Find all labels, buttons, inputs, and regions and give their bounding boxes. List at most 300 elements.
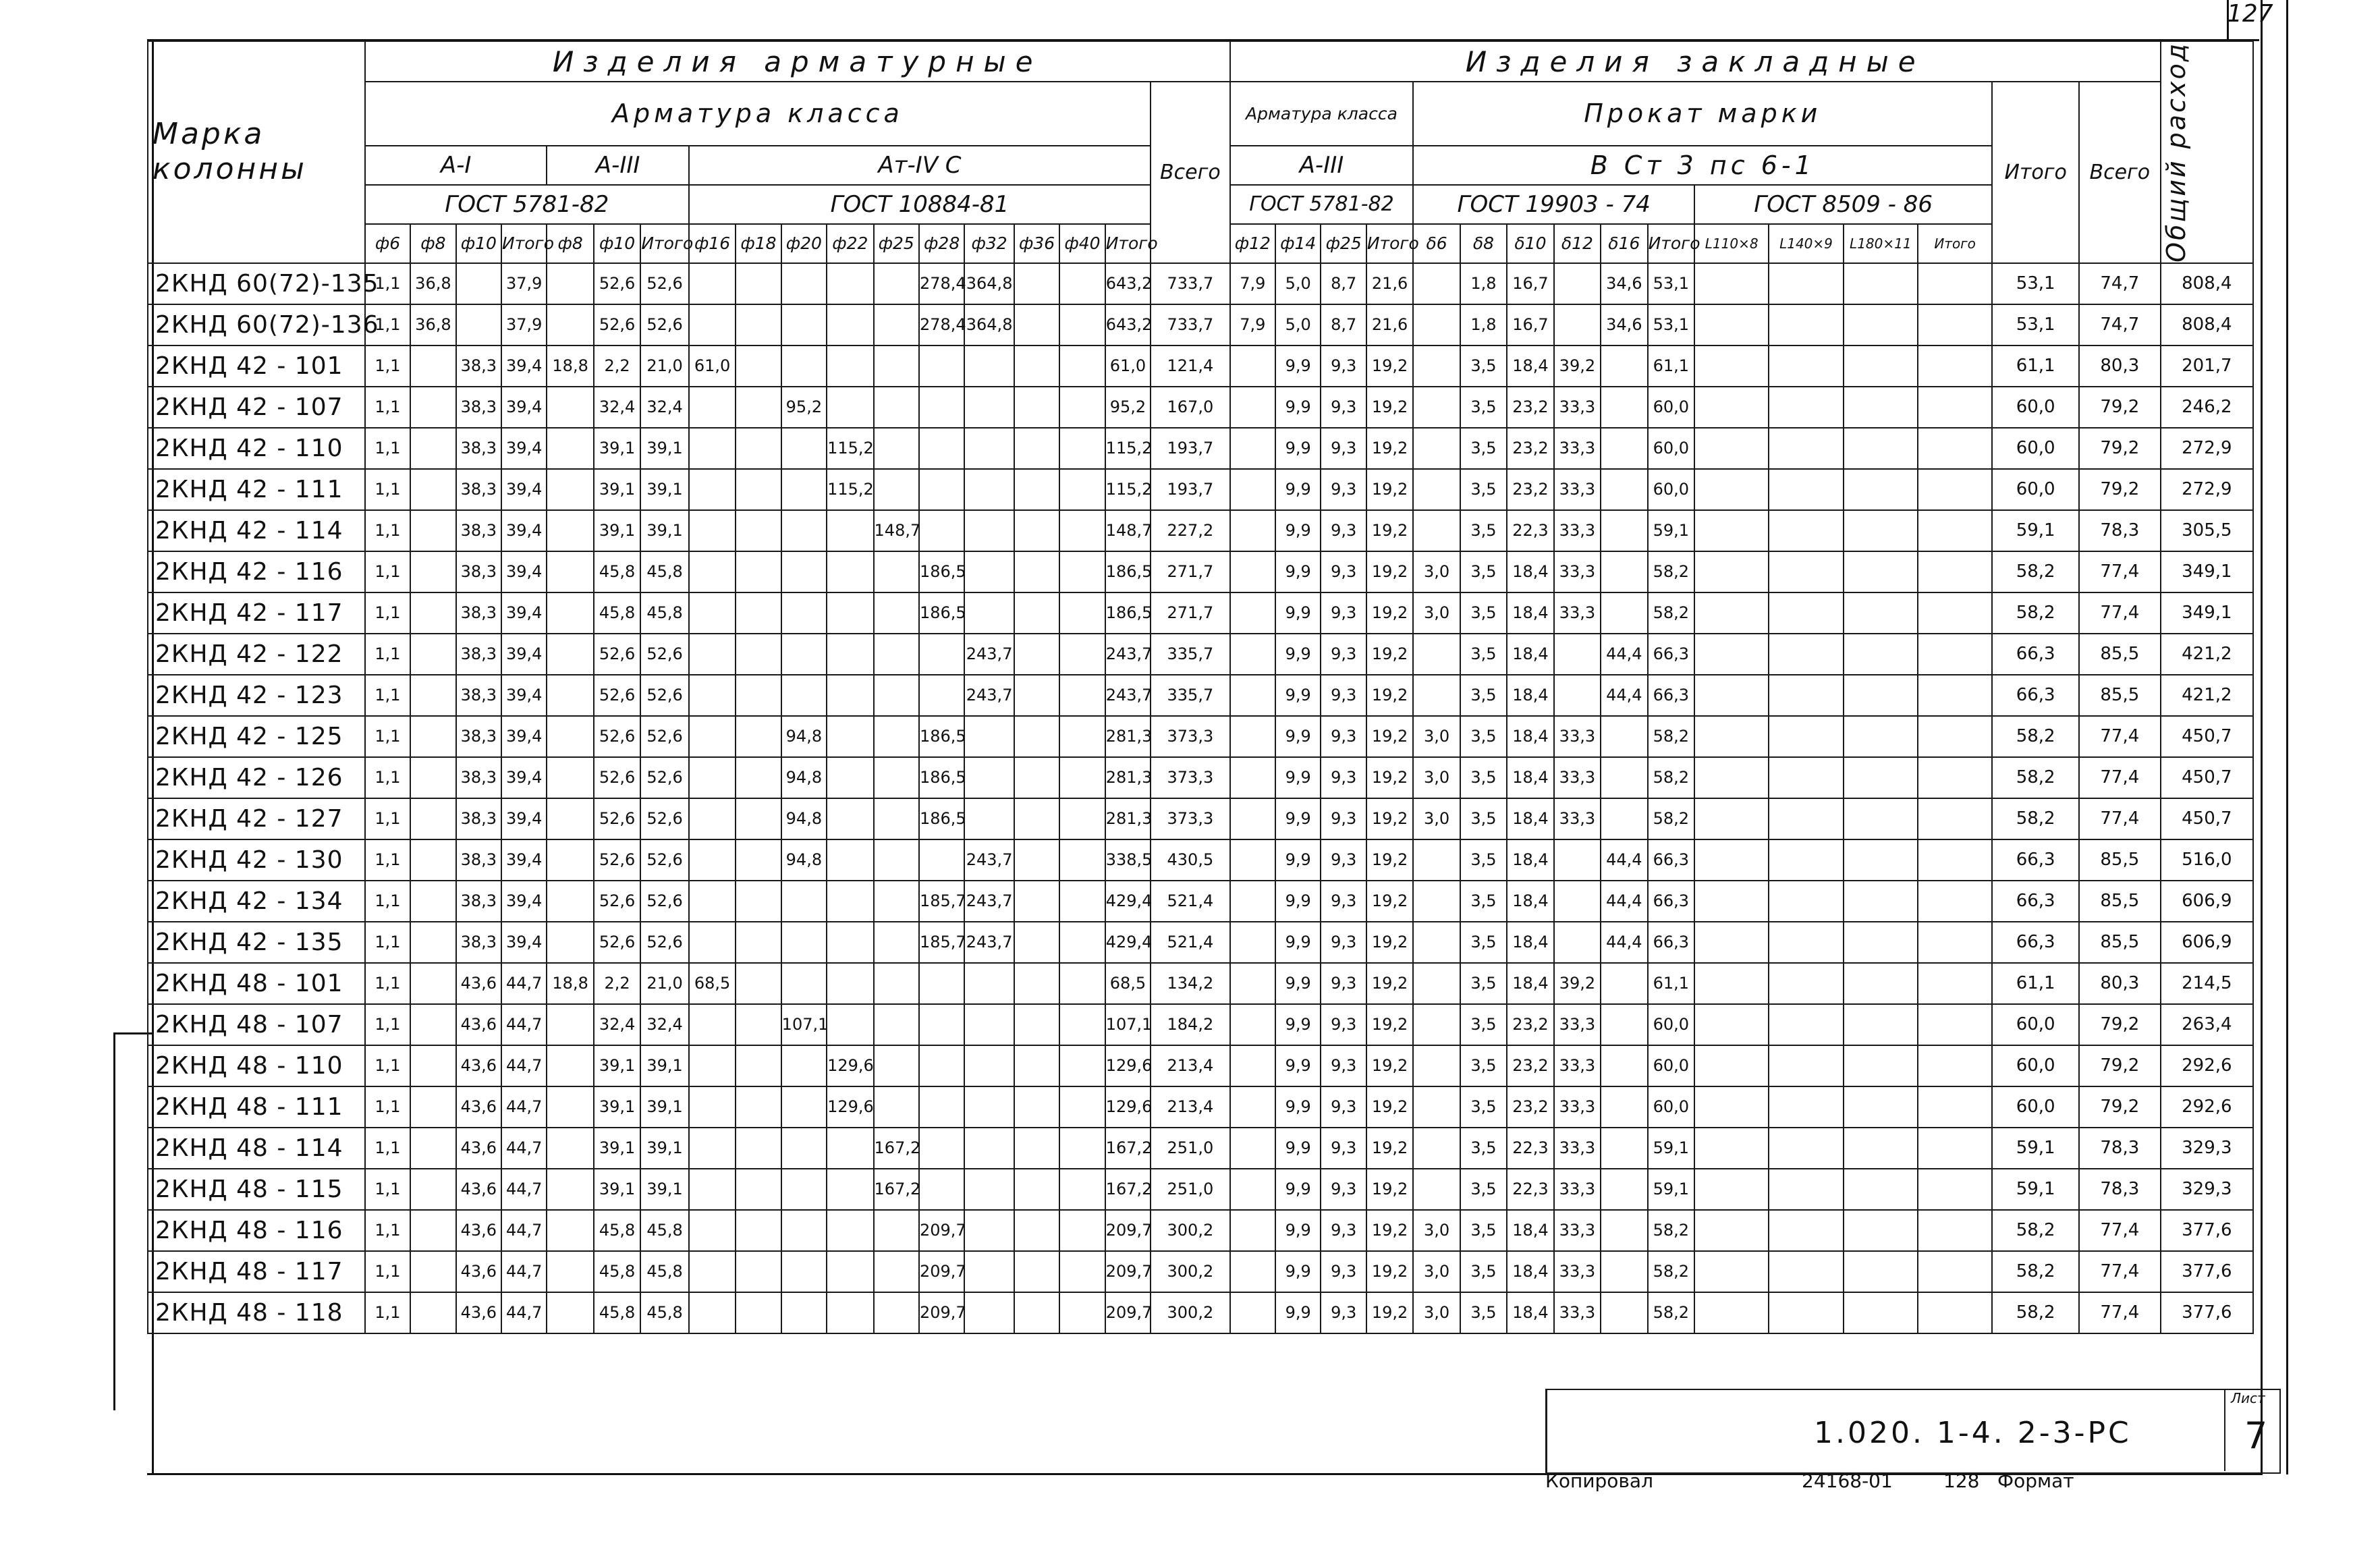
table-cell <box>781 469 827 510</box>
table-cell: 9,3 <box>1321 1251 1366 1292</box>
table-cell <box>736 592 781 634</box>
table-cell: 74,7 <box>2079 304 2161 345</box>
table-cell: 58,2 <box>1992 798 2079 839</box>
table-cell <box>1694 1210 1769 1251</box>
table-cell: 60,0 <box>1992 469 2079 510</box>
table-cell: 246,2 <box>2161 387 2253 428</box>
table-cell: 44,7 <box>501 963 547 1004</box>
table-cell: 421,2 <box>2161 675 2253 716</box>
table-cell: 58,2 <box>1648 1292 1694 1333</box>
sheet-box <box>2224 1390 2279 1471</box>
table-cell <box>827 387 873 428</box>
table-cell <box>1413 922 1460 963</box>
table-cell: 60,0 <box>1648 1086 1694 1128</box>
table-row <box>148 881 2253 922</box>
table-cell: 39,1 <box>594 510 640 551</box>
copied-label: Копировал <box>1545 1470 1653 1492</box>
table-cell: 243,7 <box>964 675 1014 716</box>
gost-5781-header: ГОСТ 5781-82 <box>365 185 689 224</box>
table-cell <box>874 1292 919 1333</box>
table-cell <box>1413 881 1460 922</box>
table-cell: 23,2 <box>1507 1086 1553 1128</box>
table-cell <box>1413 510 1460 551</box>
table-cell: 32,4 <box>594 387 640 428</box>
table-cell: 39,1 <box>640 469 689 510</box>
column-mark-cell: 2КНД 42 - 114 <box>148 510 365 551</box>
table-cell: 271,7 <box>1151 592 1230 634</box>
table-cell: 59,1 <box>1648 1128 1694 1169</box>
table-cell <box>689 1045 736 1086</box>
table-cell: 58,2 <box>1648 592 1694 634</box>
table-cell <box>964 510 1014 551</box>
table-cell: 22,3 <box>1507 1169 1553 1210</box>
table-cell: 209,7 <box>919 1210 964 1251</box>
table-cell <box>547 469 593 510</box>
table-cell: 209,7 <box>919 1251 964 1292</box>
table-cell: 9,3 <box>1321 922 1366 963</box>
table-cell: 85,5 <box>2079 922 2161 963</box>
table-cell: 243,7 <box>964 881 1014 922</box>
table-cell <box>1694 592 1769 634</box>
table-cell: 3,0 <box>1413 757 1460 798</box>
table-cell: 33,3 <box>1554 428 1601 469</box>
table-cell <box>827 798 873 839</box>
column-header: ф14 <box>1275 224 1321 263</box>
table-row <box>148 1169 2253 1210</box>
table-cell: 95,2 <box>781 387 827 428</box>
table-cell: 3,5 <box>1460 757 1507 798</box>
table-cell: 33,3 <box>1554 510 1601 551</box>
table-cell <box>1918 1251 1992 1292</box>
table-cell <box>1601 345 1647 387</box>
table-cell: 39,4 <box>501 551 547 592</box>
table-cell: 39,4 <box>501 469 547 510</box>
table-cell: 643,2 <box>1105 263 1151 304</box>
table-cell <box>1014 304 1059 345</box>
table-row <box>148 551 2253 592</box>
table-cell <box>1918 1045 1992 1086</box>
table-cell <box>1694 387 1769 428</box>
table-cell: 39,4 <box>501 634 547 675</box>
table-cell: 9,3 <box>1321 757 1366 798</box>
table-cell: 364,8 <box>964 304 1014 345</box>
table-cell <box>919 839 964 881</box>
table-cell: 9,3 <box>1321 1292 1366 1333</box>
table-cell <box>547 757 593 798</box>
table-cell <box>736 1251 781 1292</box>
table-cell: 1,1 <box>365 551 410 592</box>
table-cell: 52,6 <box>640 263 689 304</box>
table-cell <box>964 551 1014 592</box>
table-cell <box>1554 304 1601 345</box>
table-cell: 39,1 <box>640 428 689 469</box>
column-header: L180×11 <box>1844 224 1918 263</box>
table-row <box>148 1292 2253 1333</box>
table-cell: 23,2 <box>1507 387 1553 428</box>
table-cell <box>736 839 781 881</box>
table-cell <box>736 469 781 510</box>
table-cell <box>1413 263 1460 304</box>
table-cell <box>1769 1004 1843 1045</box>
table-cell: 3,5 <box>1460 592 1507 634</box>
table-cell: 3,5 <box>1460 1210 1507 1251</box>
table-cell <box>1059 963 1105 1004</box>
table-cell: 201,7 <box>2161 345 2253 387</box>
table-cell <box>1844 716 1918 757</box>
table-cell: 60,0 <box>1992 1004 2079 1045</box>
table-cell: 33,3 <box>1554 757 1601 798</box>
table-cell <box>547 839 593 881</box>
table-cell: 373,3 <box>1151 757 1230 798</box>
table-cell <box>1014 1045 1059 1086</box>
table-cell <box>781 1128 827 1169</box>
table-cell: 38,3 <box>456 716 501 757</box>
table-cell <box>964 1251 1014 1292</box>
table-cell <box>1059 1128 1105 1169</box>
table-cell <box>874 839 919 881</box>
table-cell: 58,2 <box>1648 757 1694 798</box>
table-cell <box>1918 592 1992 634</box>
table-cell <box>689 634 736 675</box>
table-cell: 1,1 <box>365 1292 410 1333</box>
table-cell: 281,3 <box>1105 757 1151 798</box>
table-cell <box>736 716 781 757</box>
table-cell <box>1059 839 1105 881</box>
table-cell <box>736 387 781 428</box>
table-cell: 349,1 <box>2161 551 2253 592</box>
table-cell <box>689 592 736 634</box>
column-mark-cell: 2КНД 42 - 116 <box>148 551 365 592</box>
table-cell <box>1769 592 1843 634</box>
table-cell: 19,2 <box>1366 387 1413 428</box>
table-cell: 23,2 <box>1507 1045 1553 1086</box>
table-cell: 19,2 <box>1366 510 1413 551</box>
table-cell <box>827 1251 873 1292</box>
table-row <box>148 345 2253 387</box>
table-cell: 39,1 <box>594 1128 640 1169</box>
table-cell: 19,2 <box>1366 1292 1413 1333</box>
table-cell: 1,1 <box>365 510 410 551</box>
table-cell: 39,4 <box>501 798 547 839</box>
table-cell <box>547 798 593 839</box>
table-cell <box>1230 1045 1275 1086</box>
table-cell: 39,1 <box>594 469 640 510</box>
table-cell: 60,0 <box>1648 428 1694 469</box>
table-cell <box>547 1004 593 1045</box>
table-cell: 58,2 <box>1648 551 1694 592</box>
table-cell: 3,0 <box>1413 716 1460 757</box>
table-cell <box>1918 1086 1992 1128</box>
table-cell: 44,7 <box>501 1210 547 1251</box>
table-cell: 33,3 <box>1554 469 1601 510</box>
table-cell: 338,5 <box>1105 839 1151 881</box>
table-cell <box>1014 469 1059 510</box>
table-cell: 45,8 <box>640 551 689 592</box>
table-cell <box>1694 757 1769 798</box>
table-cell: 58,2 <box>1992 1292 2079 1333</box>
table-cell <box>1230 675 1275 716</box>
table-cell <box>1014 345 1059 387</box>
table-cell <box>919 1086 964 1128</box>
sheet-number: 7 <box>2244 1414 2268 1457</box>
table-cell <box>1844 592 1918 634</box>
table-cell: 516,0 <box>2161 839 2253 881</box>
table-cell: 52,6 <box>640 881 689 922</box>
table-cell: 39,4 <box>501 839 547 881</box>
table-cell <box>1844 757 1918 798</box>
table-cell <box>781 675 827 716</box>
table-cell: 3,5 <box>1460 963 1507 1004</box>
table-cell: 1,1 <box>365 1169 410 1210</box>
table-cell: 521,4 <box>1151 881 1230 922</box>
table-cell <box>1844 510 1918 551</box>
table-cell <box>689 716 736 757</box>
table-cell: 43,6 <box>456 1169 501 1210</box>
table-cell: 66,3 <box>1992 839 2079 881</box>
table-cell <box>1694 510 1769 551</box>
table-cell: 85,5 <box>2079 839 2161 881</box>
table-cell: 33,3 <box>1554 387 1601 428</box>
table-cell <box>827 634 873 675</box>
table-cell: 18,8 <box>547 345 593 387</box>
table-cell: 9,9 <box>1275 1251 1321 1292</box>
table-cell: 606,9 <box>2161 881 2253 922</box>
table-cell <box>1059 798 1105 839</box>
table-cell: 521,4 <box>1151 922 1230 963</box>
table-cell: 66,3 <box>1992 675 2079 716</box>
table-cell <box>689 1004 736 1045</box>
table-cell: 43,6 <box>456 1210 501 1251</box>
table-cell: 60,0 <box>1648 1004 1694 1045</box>
table-cell: 21,6 <box>1366 263 1413 304</box>
table-cell <box>1059 881 1105 922</box>
table-cell: 23,2 <box>1507 428 1553 469</box>
table-cell: 52,6 <box>594 675 640 716</box>
table-cell <box>874 1251 919 1292</box>
table-cell: 185,7 <box>919 881 964 922</box>
table-cell <box>827 757 873 798</box>
column-mark-cell: 2КНД 42 - 127 <box>148 798 365 839</box>
table-cell: 33,3 <box>1554 1045 1601 1086</box>
table-cell <box>874 469 919 510</box>
table-cell <box>1014 510 1059 551</box>
table-cell <box>874 716 919 757</box>
table-cell <box>456 304 501 345</box>
at4-header: Ат-IV С <box>689 146 1151 185</box>
zakl-armatura-header: Арматура класса <box>1230 82 1414 146</box>
table-cell <box>410 798 455 839</box>
table-cell: 3,0 <box>1413 551 1460 592</box>
table-cell <box>827 1169 873 1210</box>
table-cell <box>1694 551 1769 592</box>
table-row <box>148 1004 2253 1045</box>
table-cell: 18,4 <box>1507 551 1553 592</box>
table-cell: 94,8 <box>781 839 827 881</box>
table-cell: 39,4 <box>501 757 547 798</box>
table-cell: 9,3 <box>1321 963 1366 1004</box>
table-cell: 78,3 <box>2079 1169 2161 1210</box>
table-cell: 9,3 <box>1321 345 1366 387</box>
table-cell <box>781 263 827 304</box>
table-cell: 373,3 <box>1151 798 1230 839</box>
column-header: Итого <box>501 224 547 263</box>
table-cell <box>689 839 736 881</box>
table-cell <box>1230 963 1275 1004</box>
itogo-header: Итого <box>1992 82 2079 263</box>
table-cell <box>1918 1292 1992 1333</box>
table-cell <box>1769 428 1843 469</box>
table-cell <box>827 345 873 387</box>
table-cell: 209,7 <box>1105 1251 1151 1292</box>
table-cell <box>1844 551 1918 592</box>
table-cell: 9,3 <box>1321 1169 1366 1210</box>
table-cell: 79,2 <box>2079 1086 2161 1128</box>
table-cell <box>1014 1169 1059 1210</box>
table-cell <box>736 263 781 304</box>
table-cell <box>1769 716 1843 757</box>
table-cell: 193,7 <box>1151 469 1230 510</box>
table-cell <box>689 428 736 469</box>
table-cell <box>736 1128 781 1169</box>
table-cell: 52,6 <box>594 881 640 922</box>
table-cell: 38,3 <box>456 551 501 592</box>
table-cell <box>1601 1292 1647 1333</box>
column-mark-cell: 2КНД 48 - 114 <box>148 1128 365 1169</box>
table-cell: 243,7 <box>964 839 1014 881</box>
table-cell: 278,4 <box>919 263 964 304</box>
table-cell <box>964 1210 1014 1251</box>
table-cell <box>874 345 919 387</box>
table-cell <box>410 428 455 469</box>
table-cell: 19,2 <box>1366 1045 1413 1086</box>
table-cell <box>689 1251 736 1292</box>
table-cell <box>1694 469 1769 510</box>
table-cell: 79,2 <box>2079 387 2161 428</box>
table-cell <box>1059 510 1105 551</box>
table-cell: 19,2 <box>1366 469 1413 510</box>
table-cell <box>964 387 1014 428</box>
table-cell: 53,1 <box>1648 304 1694 345</box>
table-cell: 77,4 <box>2079 1251 2161 1292</box>
table-cell: 45,8 <box>640 1251 689 1292</box>
table-cell: 606,9 <box>2161 922 2253 963</box>
column-mark-cell: 2КНД 48 - 107 <box>148 1004 365 1045</box>
column-header: ф22 <box>827 224 873 263</box>
table-cell: 209,7 <box>919 1292 964 1333</box>
table-cell <box>1059 345 1105 387</box>
table-cell: 19,2 <box>1366 1169 1413 1210</box>
table-cell: 59,1 <box>1992 1128 2079 1169</box>
table-cell <box>781 881 827 922</box>
table-cell: 2,2 <box>594 963 640 1004</box>
table-cell <box>1769 1251 1843 1292</box>
table-cell <box>1694 428 1769 469</box>
table-cell: 3,5 <box>1460 1292 1507 1333</box>
table-cell: 186,5 <box>919 592 964 634</box>
table-cell <box>1413 1004 1460 1045</box>
table-cell <box>1918 1004 1992 1045</box>
table-cell <box>827 881 873 922</box>
table-cell <box>964 1292 1014 1333</box>
table-cell <box>1601 757 1647 798</box>
table-cell: 18,4 <box>1507 592 1553 634</box>
table-cell: 329,3 <box>2161 1169 2253 1210</box>
table-cell: 251,0 <box>1151 1169 1230 1210</box>
table-cell: 3,5 <box>1460 839 1507 881</box>
table-cell: 22,3 <box>1507 510 1553 551</box>
table-cell: 9,3 <box>1321 551 1366 592</box>
table-cell: 733,7 <box>1151 263 1230 304</box>
table-cell: 34,6 <box>1601 263 1647 304</box>
column-header: ф10 <box>456 224 501 263</box>
table-cell: 430,5 <box>1151 839 1230 881</box>
table-cell <box>410 716 455 757</box>
table-cell <box>1601 428 1647 469</box>
table-row <box>148 1086 2253 1128</box>
table-cell <box>1769 304 1843 345</box>
table-cell: 21,0 <box>640 963 689 1004</box>
table-cell <box>1769 922 1843 963</box>
table-cell <box>781 634 827 675</box>
table-cell <box>1694 1086 1769 1128</box>
table-cell: 43,6 <box>456 1045 501 1086</box>
table-cell: 1,1 <box>365 839 410 881</box>
column-mark-cell: 2КНД 42 - 110 <box>148 428 365 469</box>
table-cell <box>919 675 964 716</box>
vsego-header: Всего <box>1151 82 1230 263</box>
table-cell <box>1059 551 1105 592</box>
table-cell: 78,3 <box>2079 510 2161 551</box>
table-cell <box>689 469 736 510</box>
column-header: Итого <box>640 224 689 263</box>
table-cell: 115,2 <box>827 469 873 510</box>
table-cell <box>1844 263 1918 304</box>
table-cell <box>919 634 964 675</box>
column-header: ф10 <box>594 224 640 263</box>
table-cell <box>1601 1210 1647 1251</box>
table-cell: 3,5 <box>1460 922 1507 963</box>
table-cell <box>1694 1004 1769 1045</box>
table-cell: 3,5 <box>1460 1128 1507 1169</box>
table-cell: 9,3 <box>1321 839 1366 881</box>
table-cell: 38,3 <box>456 592 501 634</box>
table-cell: 18,4 <box>1507 345 1553 387</box>
title-stamp <box>1545 1389 2281 1474</box>
table-cell: 429,4 <box>1105 881 1151 922</box>
table-body <box>148 263 2253 1333</box>
column-mark-cell: 2КНД 42 - 111 <box>148 469 365 510</box>
table-cell: 79,2 <box>2079 469 2161 510</box>
table-cell: 79,2 <box>2079 1045 2161 1086</box>
table-cell: 66,3 <box>1648 634 1694 675</box>
table-cell: 18,4 <box>1507 1292 1553 1333</box>
table-cell <box>874 592 919 634</box>
table-cell <box>1059 1292 1105 1333</box>
table-cell: 243,7 <box>1105 634 1151 675</box>
marka-header: Марка колонны <box>148 41 365 263</box>
obshchiy-header <box>2161 41 2253 263</box>
table-cell: 9,3 <box>1321 1128 1366 1169</box>
column-header: ф18 <box>736 224 781 263</box>
table-cell <box>547 634 593 675</box>
table-cell <box>781 1292 827 1333</box>
table-cell <box>1769 510 1843 551</box>
table-cell: 7,9 <box>1230 263 1275 304</box>
table-cell: 1,1 <box>365 922 410 963</box>
table-cell: 38,3 <box>456 634 501 675</box>
table-cell <box>736 510 781 551</box>
table-cell <box>1844 839 1918 881</box>
